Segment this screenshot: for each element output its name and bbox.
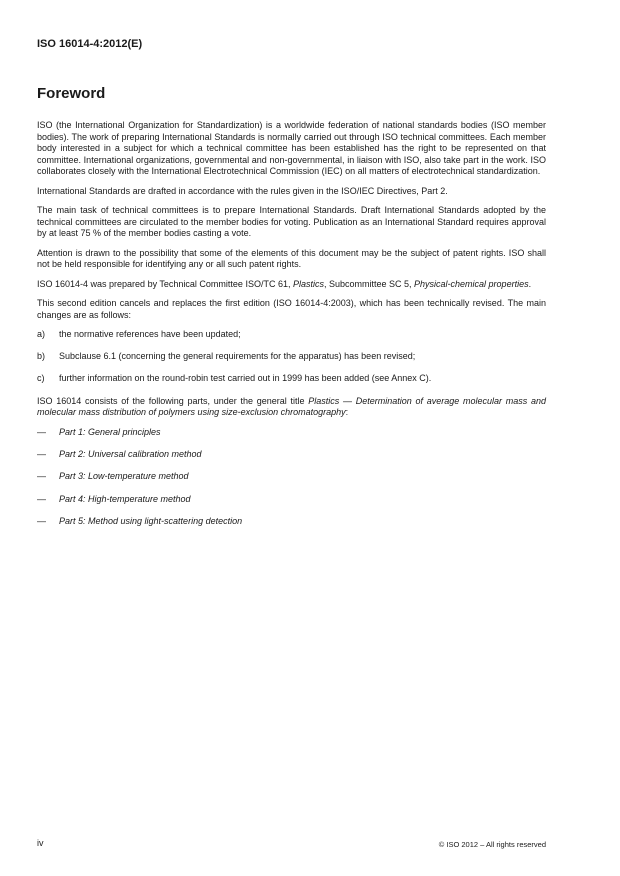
document-identifier: ISO 16014-4:2012(E) bbox=[37, 38, 143, 50]
committee-name: Plastics bbox=[292, 278, 324, 289]
preparation-text-end: . bbox=[528, 278, 532, 289]
paragraph-technical-committees: The main task of technical committees is to prepare International Standards. Draft International Standards adopted by the technical committees are circulated to the member bodies for voting. Publication as an International Standard requires approval by at least 75 % of the member bodies casting a vote. bbox=[37, 205, 546, 239]
list-item bbox=[37, 516, 546, 528]
paragraph-parts-intro bbox=[37, 396, 546, 419]
paragraph-patent-rights: Attention is drawn to the possibility that some of the elements of this document may be the subject of patent rights. ISO shall not be held responsible for identifying any or all such patent rights. bbox=[37, 247, 546, 270]
page-number: iv bbox=[37, 838, 44, 848]
general-title: Plastics — Determination of average molecular mass and molecular mass distribution of polymers using size-exclusion chromatography bbox=[37, 395, 546, 418]
list-marker: c) bbox=[37, 373, 45, 384]
paragraph-directives: International Standards are drafted in accordance with the rules given in the ISO/IEC Directives, Part 2. bbox=[37, 185, 448, 196]
parts-intro-text: ISO 16014 consists of the following parts, under the general title bbox=[37, 395, 309, 406]
parts-intro-end: : bbox=[345, 407, 349, 418]
list-item bbox=[37, 449, 546, 461]
paragraph-preparation bbox=[37, 279, 546, 291]
part-title: Part 2: Universal calibration method bbox=[59, 449, 202, 460]
part-title: Part 3: Low-temperature method bbox=[59, 471, 189, 482]
list-marker: a) bbox=[37, 329, 46, 340]
list-marker: b) bbox=[37, 351, 46, 362]
subcommittee-name: Physical-chemical properties bbox=[414, 278, 529, 289]
changes-list bbox=[37, 329, 546, 385]
dash-marker: — bbox=[37, 471, 46, 482]
list-item bbox=[37, 427, 546, 439]
list-item bbox=[37, 471, 546, 483]
list-item bbox=[37, 329, 546, 341]
part-title: Part 1: General principles bbox=[59, 426, 161, 437]
dash-marker: — bbox=[37, 493, 46, 504]
paragraph-edition: This second edition cancels and replaces the first edition (ISO 16014-4:2003), which has been technically revised. The main changes are as follows: bbox=[37, 298, 546, 320]
list-item bbox=[37, 373, 546, 385]
list-item-text: Subclause 6.1 (concerning the general requirements for the apparatus) has been revised; bbox=[59, 351, 416, 362]
foreword-body bbox=[37, 120, 546, 539]
list-item-text: further information on the round-robin test carried out in 1999 has been added (see Annex C). bbox=[59, 373, 432, 384]
dash-marker: — bbox=[37, 516, 46, 527]
preparation-text: ISO 16014-4 was prepared by Technical Committee ISO/TC 61, bbox=[37, 278, 293, 289]
part-title: Part 5: Method using light-scattering detection bbox=[59, 516, 243, 527]
list-item bbox=[37, 494, 546, 506]
dash-marker: — bbox=[37, 426, 46, 437]
list-item bbox=[37, 351, 546, 363]
preparation-text-middle: , Subcommittee SC 5, bbox=[323, 278, 415, 289]
copyright-notice: © ISO 2012 – All rights reserved bbox=[438, 840, 546, 849]
parts-list bbox=[37, 427, 546, 528]
dash-marker: — bbox=[37, 449, 46, 460]
paragraph-iso-overview: ISO (the International Organization for Standardization) is a worldwide federation of national standards bodies (ISO member bodies). The work of preparing International Standards is normally carried out through ISO technical committees. Each member body interested in a subject for which a technical committee has been established has the right to be represented on that committee. International organizations, governmental and non-governmental, in liaison with ISO, also take part in the work. ISO collaborates closely with the International Electrotechnical Commission (IEC) on all matters of electrotechnical standardization. bbox=[37, 120, 546, 177]
list-item-text: the normative references have been updated; bbox=[59, 329, 241, 340]
part-title: Part 4: High-temperature method bbox=[59, 493, 191, 504]
page-title: Foreword bbox=[37, 85, 106, 102]
